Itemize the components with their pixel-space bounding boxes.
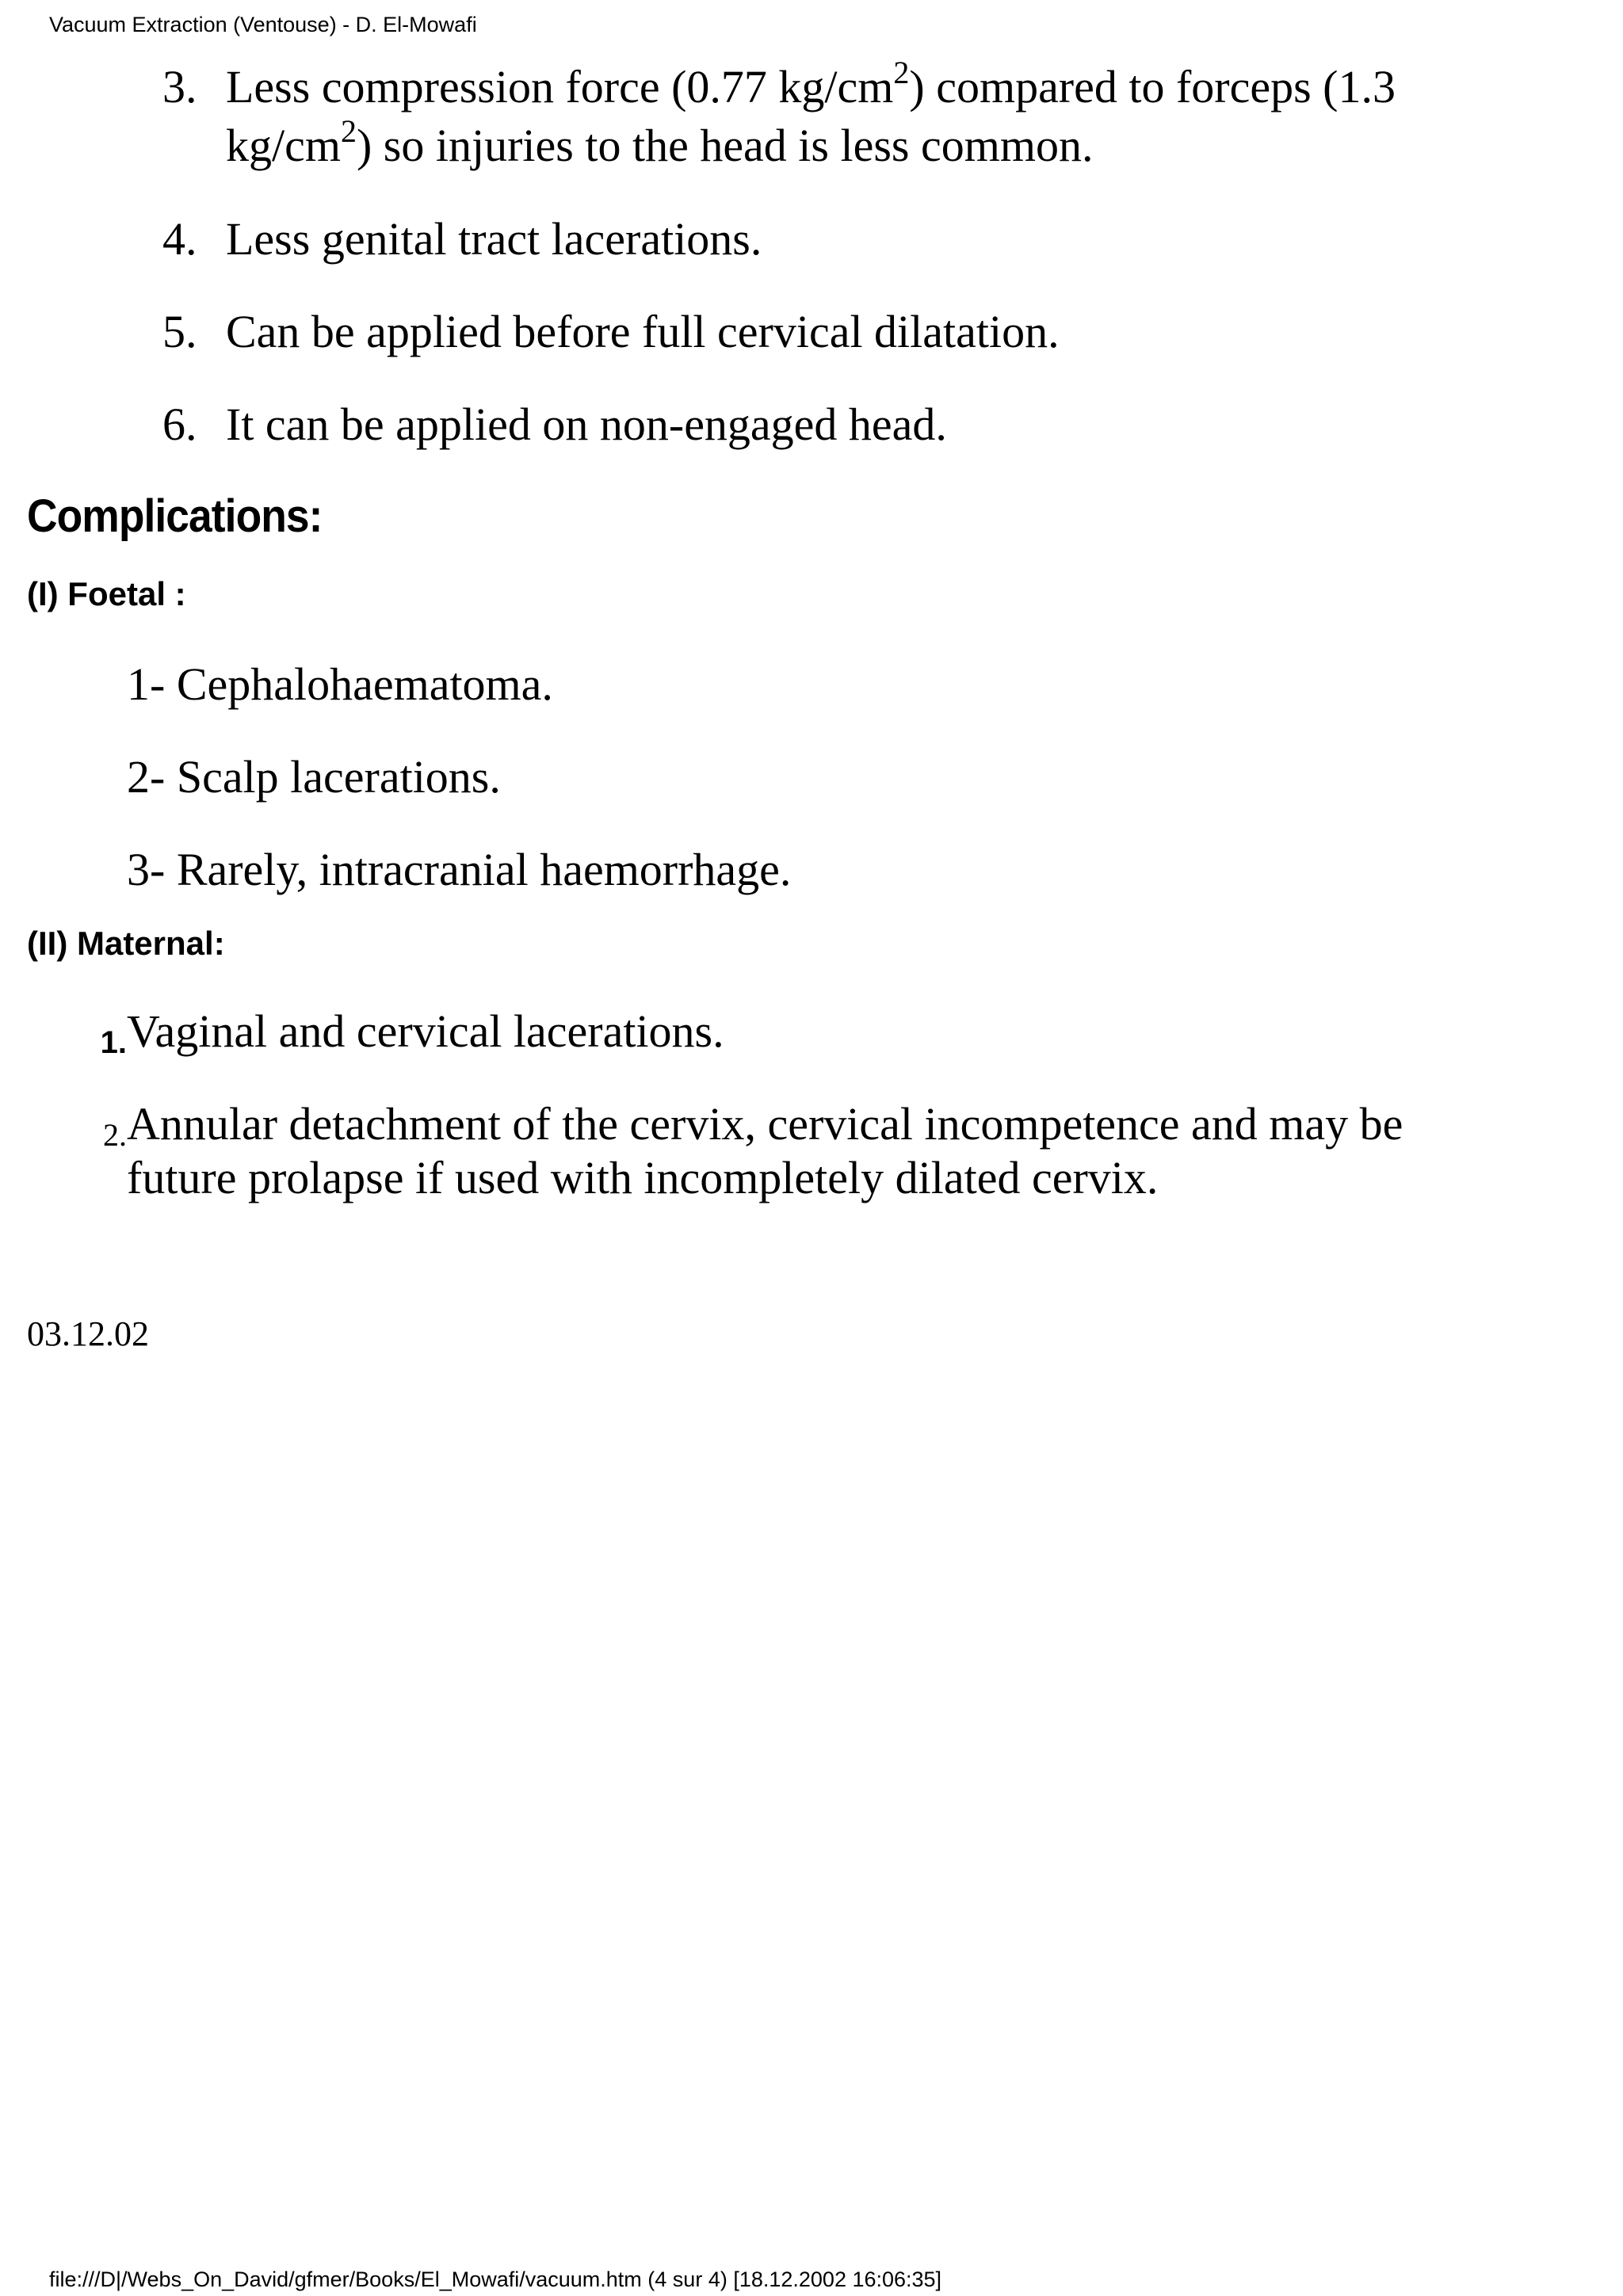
- list-item-text: Less genital tract lacerations.: [226, 213, 762, 265]
- running-footer-path: file:///D|/Webs_On_David/gfmer/Books/El_Mowafi/vacuum.htm (4 sur 4) [18.12.2002 16:06:35]: [49, 2267, 942, 2291]
- list-item-line-1: Less compression force (0.77 $kg/cm^2$) compared to forceps (1.3: [226, 54, 1396, 113]
- list-item-line-2: future prolapse if used with incompletely dilated cervix.: [127, 1152, 1159, 1203]
- list-item-number: 4.: [162, 213, 197, 265]
- list-item-text: [127, 1097, 1553, 1205]
- maternal-item-1: [48, 1005, 1601, 1058]
- list-item-text: Vaginal and cervical lacerations.: [127, 1005, 724, 1057]
- foetal-item-2: 2- Scalp lacerations.: [127, 751, 501, 803]
- list-item-number: 2.: [103, 1117, 127, 1153]
- maternal-heading: (II) Maternal:: [27, 925, 225, 962]
- complications-heading: Complications:: [27, 490, 323, 542]
- list-item-line-2: $kg/cm^2$) so injuries to the head is less common.: [226, 113, 1094, 171]
- list-item-number: 3.: [162, 61, 197, 113]
- list-item-line-1: Annular detachment of the cervix, cervical incompetence and may be: [127, 1098, 1403, 1150]
- list-item-text: Can be applied before full cervical dilatation.: [226, 306, 1060, 357]
- list-item-text: [226, 54, 1589, 173]
- document-date: 03.12.02: [27, 1314, 149, 1353]
- list-item-number: 1.: [100, 1025, 127, 1060]
- running-header-title: Vacuum Extraction (Ventouse) - D. El-Mowafi: [49, 13, 477, 36]
- list-item-advantage-6: [162, 398, 1589, 452]
- list-item-advantage-5: [162, 305, 1589, 359]
- list-item-text: It can be applied on non-engaged head.: [226, 399, 947, 450]
- foetal-heading: (I) Foetal :: [27, 575, 186, 612]
- list-item-number: 5.: [162, 306, 197, 357]
- list-item-advantage-4: [162, 212, 1589, 266]
- list-item-advantage-3: [162, 54, 1589, 171]
- foetal-item-1: 1- Cephalohaematoma.: [127, 658, 553, 710]
- foetal-item-3: 3- Rarely, intracranial haemorrhage.: [127, 844, 792, 895]
- list-item-number: 6.: [162, 399, 197, 450]
- maternal-item-2: [48, 1097, 1601, 1205]
